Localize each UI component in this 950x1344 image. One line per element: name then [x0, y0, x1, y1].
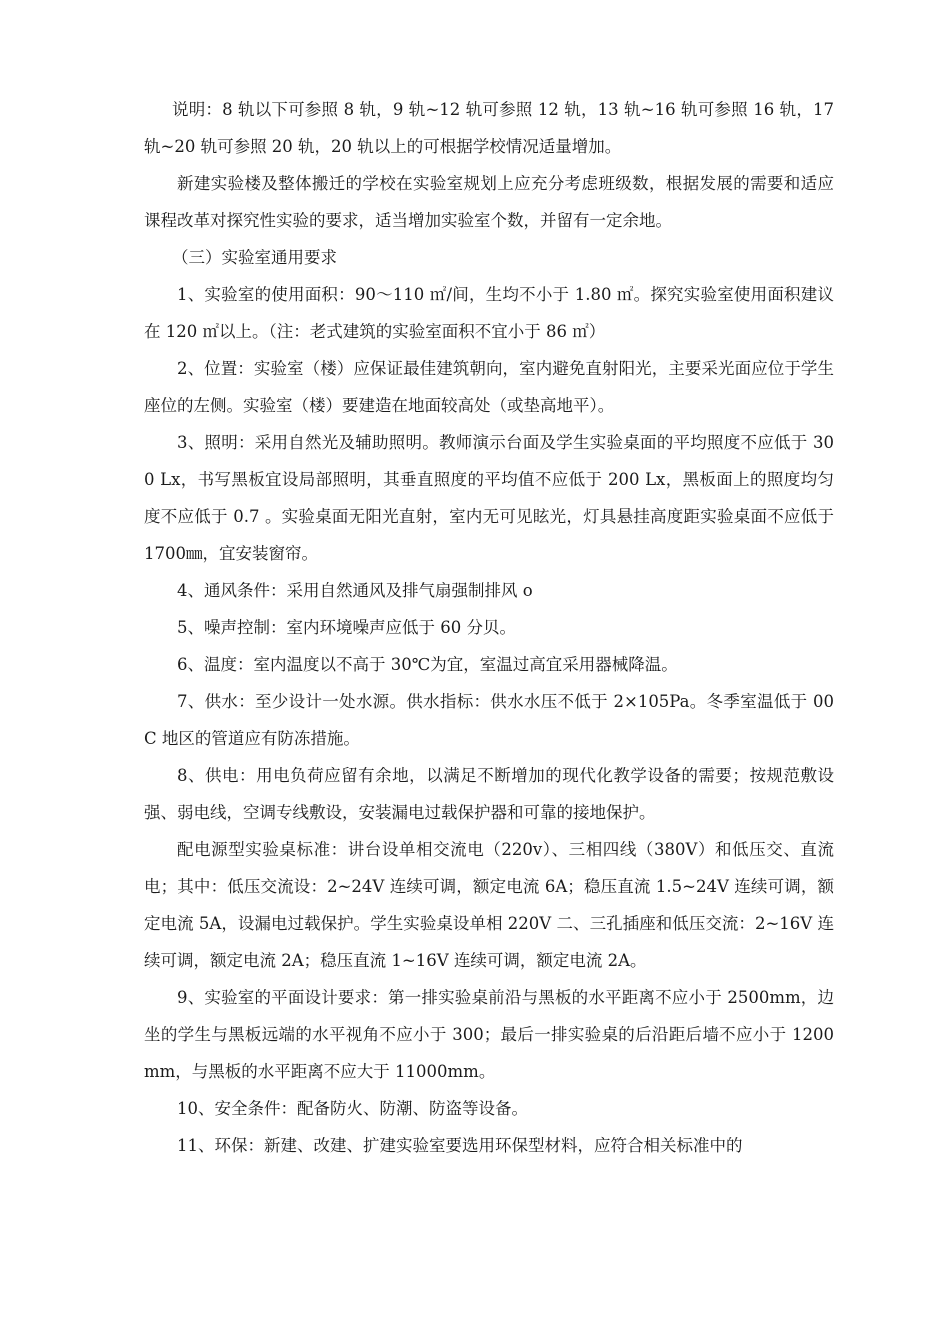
item-temperature: 6、温度：室内温度以不高于 30℃为宜，室温过高宜采用器械降温。 — [177, 655, 678, 674]
item-lighting: 3、照明：采用自然光及辅助照明。教师演示台面及学生实验桌面的平均照度不应低于 300 Lx，书写黑板宜设局部照明，其垂直照度的平均值不应低于 200 Lx，黑板面上的照度均匀度不应低于 0.7 。实验桌面无阳光直射，室内无可见眩光，灯具悬挂高度距实验桌面不应低于 1700㎜，宜安装窗帘。 — [144, 433, 834, 563]
item-environment: 11、环保：新建、改建、扩建实验室要选用环保型材料，应符合相关标准中的 — [177, 1136, 743, 1155]
item-safety: 10、安全条件：配备防火、防潮、防盗等设备。 — [177, 1099, 528, 1118]
item-location: 2、位置：实验室（楼）应保证最佳建筑朝向，室内避免直射阳光，主要采光面应位于学生座位的左侧。实验室（楼）要建造在地面较高处（或垫高地平）。 — [144, 359, 834, 415]
document-body — [144, 91, 834, 1164]
item-noise: 5、噪声控制：室内环境噪声应低于 60 分贝。 — [177, 618, 516, 637]
section-heading: （三）实验室通用要求 — [172, 248, 338, 267]
item-water: 7、供水：至少设计一处水源。供水指标：供水水压不低于 2×105Pa。冬季室温低于 00C 地区的管道应有防冻措施。 — [144, 692, 834, 748]
item-power: 8、供电：用电负荷应留有余地，以满足不断增加的现代化教学设备的需要；按规范敷设强、弱电线，空调专线敷设，安装漏电过载保护器和可靠的接地保护。 — [144, 766, 834, 822]
item-area: 1、实验室的使用面积：90～110 ㎡/间，生均不小于 1.80 ㎡。探究实验室使用面积建议在 120 ㎡以上。（注：老式建筑的实验室面积不宜小于 86 ㎡） — [144, 285, 834, 341]
power-desk-standard: 配电源型实验桌标准：讲台设单相交流电（220v）、三相四线（380V）和低压交、直流电；其中：低压交流设：2~24V 连续可调，额定电流 6A；稳压直流 1.5~24V 连续可调，额定电流 5A，设漏电过载保护。学生实验桌设单相 220V 二、三孔插座和低压交流：2~16V 连续可调，额定电流 2A；稳压直流 1~16V 连续可调，额定电流 2A。 — [144, 840, 834, 970]
item-layout: 9、实验室的平面设计要求：第一排实验桌前沿与黑板的水平距离不应小于 2500mm，边坐的学生与黑板远端的水平视角不应小于 300；最后一排实验桌的后沿距后墙不应小于 1200mm，与黑板的水平距离不应大于 11000mm。 — [144, 988, 834, 1081]
item-ventilation: 4、通风条件：采用自然通风及排气扇强制排风 o — [177, 581, 533, 600]
note-paragraph: 说明：8 轨以下可参照 8 轨，9 轨~12 轨可参照 12 轨，13 轨~16 轨可参照 16 轨，17 轨~20 轨可参照 20 轨，20 轨以上的可根据学校情况适量增加。 — [144, 100, 834, 156]
planning-paragraph: 新建实验楼及整体搬迁的学校在实验室规划上应充分考虑班级数，根据发展的需要和适应课程改革对探究性实验的要求，适当增加实验室个数，并留有一定余地。 — [144, 174, 834, 230]
